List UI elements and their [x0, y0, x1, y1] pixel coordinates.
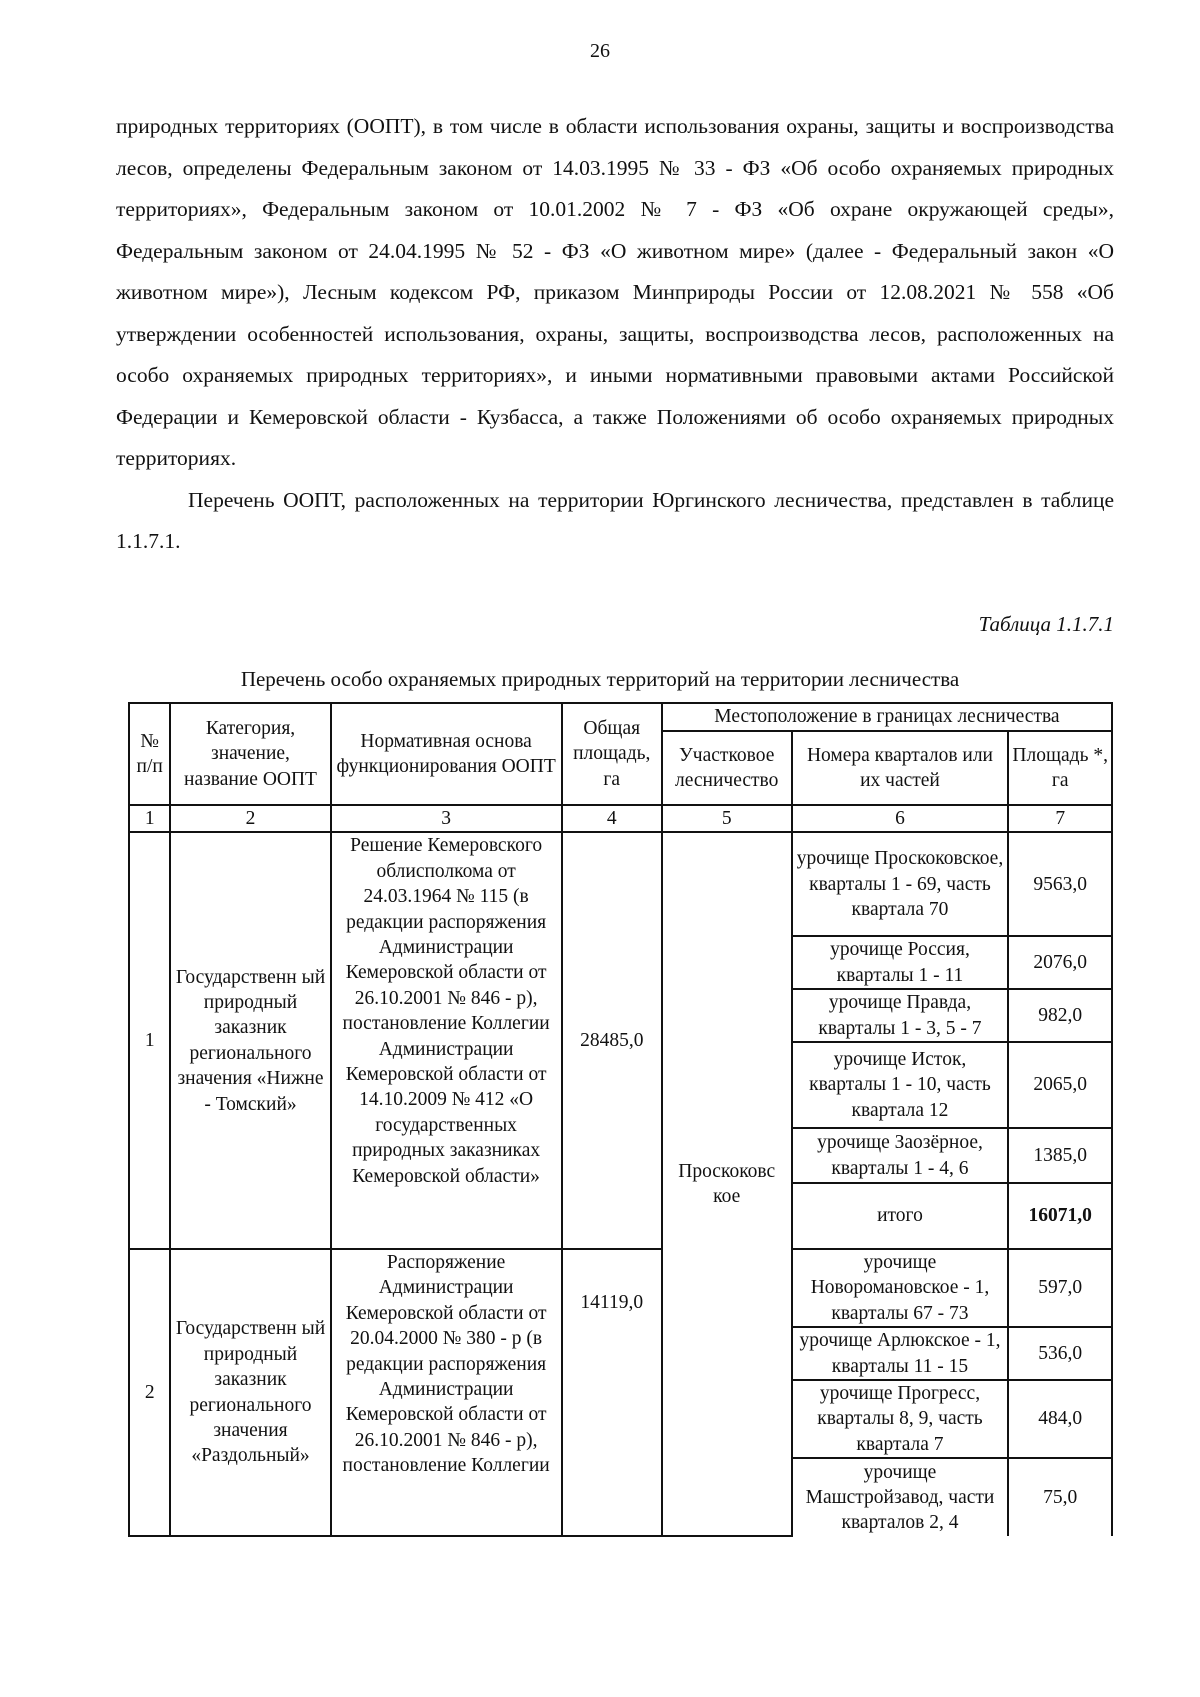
column-number: 3 [331, 805, 562, 832]
paragraph-1: природных территориях (ООПТ), в том числе в области использования охраны, защиты и воспроизводства лесов, определены Федеральным законом от 14.03.1995 № 33 - ФЗ «Об особо охраняемых природных территориях», Федеральным законом от 10.01.2002 № 7 - ФЗ «Об охране окружающей среды», Федеральным законом от 24.04.1995 № 52 - ФЗ «О животном мире» (далее - Федеральный закон «О животном мире»), Лесным кодексом РФ, приказом Минприроды России от 12.08.2021 № 558 «Об утверждении особенностей использования, охраны, защиты, воспроизводства лесов, расположенных на особо охраняемых природных территориях», и иными нормативными правовыми актами Российской Федерации и Кемеровской области - Кузбасса, а также Положениями об особо охраняемых природных территориях. [116, 114, 1114, 470]
row-area: 597,0 [1008, 1249, 1112, 1327]
row-quarters: урочище Исток, кварталы 1 - 10, часть квартала 12 [792, 1042, 1009, 1128]
row-area: 9563,0 [1008, 832, 1112, 936]
table-header-row-1 [129, 703, 1112, 731]
page-number: 26 [590, 40, 610, 62]
row-basis: Решение Кемеровского облисполкома от 24.03.1964 № 115 (в редакции распоряжения Администрации Кемеровской области от 26.10.2001 № 846 - р), постановление Коллегии Администрации Кемеровской области от 14.10.2009 № 412 «О государственных природных заказниках Кемеровской области» [331, 832, 562, 1249]
column-number: 7 [1008, 805, 1112, 832]
row-district-proskokovskoe: Проскоковс кое [662, 832, 792, 1536]
header-total-area: Общая площадь, га [562, 703, 662, 805]
row-category: Государственн ый природный заказник регионального значения «Раздольный» [170, 1249, 330, 1536]
header-district: Участковое лесничество [662, 731, 792, 805]
row-quarters: урочище Машстройзавод, части кварталов 2, 4 [792, 1458, 1009, 1536]
row-num: 1 [129, 832, 170, 1249]
row-basis: Распоряжение Администрации Кемеровской области от 20.04.2000 № 380 - р (в редакции распоряжения Администрации Кемеровской области от 26.10.2001 № 846 - р), постановление Коллегии [331, 1249, 562, 1536]
row-area: 2065,0 [1008, 1042, 1112, 1128]
row-total-area: 14119,0 [562, 1249, 662, 1536]
row-total-area: 28485,0 [562, 832, 662, 1249]
row-area: 75,0 [1008, 1458, 1112, 1536]
row-quarters: урочище Прогресс, кварталы 8, 9, часть квартала 7 [792, 1380, 1009, 1458]
header-location: Местоположение в границах лесничества [662, 703, 1112, 731]
row-area: 2076,0 [1008, 936, 1112, 989]
column-numbers-row [129, 805, 1112, 832]
row-total-label: итого [792, 1183, 1009, 1249]
column-number: 4 [562, 805, 662, 832]
row-quarters: урочище Проскоковское, кварталы 1 - 69, часть квартала 70 [792, 832, 1009, 936]
row-area: 1385,0 [1008, 1128, 1112, 1183]
row-area: 484,0 [1008, 1380, 1112, 1458]
oopt-table [128, 702, 1113, 1537]
row-quarters: урочище Россия, кварталы 1 - 11 [792, 936, 1009, 989]
row-num: 2 [129, 1249, 170, 1536]
header-basis: Нормативная основа функционирования ООПТ [331, 703, 562, 805]
header-num: № п/п [129, 703, 170, 805]
body-text [116, 106, 1114, 563]
header-area: Площадь *, га [1008, 731, 1112, 805]
column-number: 2 [170, 805, 330, 832]
row-quarters: урочище Арлюкское - 1, кварталы 11 - 15 [792, 1327, 1009, 1380]
column-number: 5 [662, 805, 792, 832]
row-category: Государственн ый природный заказник регионального значения «Нижне - Томский» [170, 832, 330, 1249]
row-quarters: урочище Заозёрное, кварталы 1 - 4, 6 [792, 1128, 1009, 1183]
header-quarters: Номера кварталов или их частей [792, 731, 1009, 805]
row-quarters: урочище Новоромановское - 1, кварталы 67 - 73 [792, 1249, 1009, 1327]
row-total-value: 16071,0 [1008, 1183, 1112, 1249]
table-row [129, 1249, 1112, 1327]
table-label: Таблица 1.1.7.1 [978, 612, 1114, 636]
column-number: 1 [129, 805, 170, 832]
paragraph-2: Перечень ООПТ, расположенных на территории Юргинского лесничества, представлен в таблице 1.1.7.1. [116, 487, 1114, 553]
row-area: 536,0 [1008, 1327, 1112, 1380]
table-title: Перечень особо охраняемых природных территорий на территории лесничества [240, 667, 960, 691]
header-category: Категория, значение, название ООПТ [170, 703, 330, 805]
row-quarters: урочище Правда, кварталы 1 - 3, 5 - 7 [792, 989, 1009, 1042]
row-area: 982,0 [1008, 989, 1112, 1042]
table-row [129, 832, 1112, 936]
column-number: 6 [792, 805, 1009, 832]
